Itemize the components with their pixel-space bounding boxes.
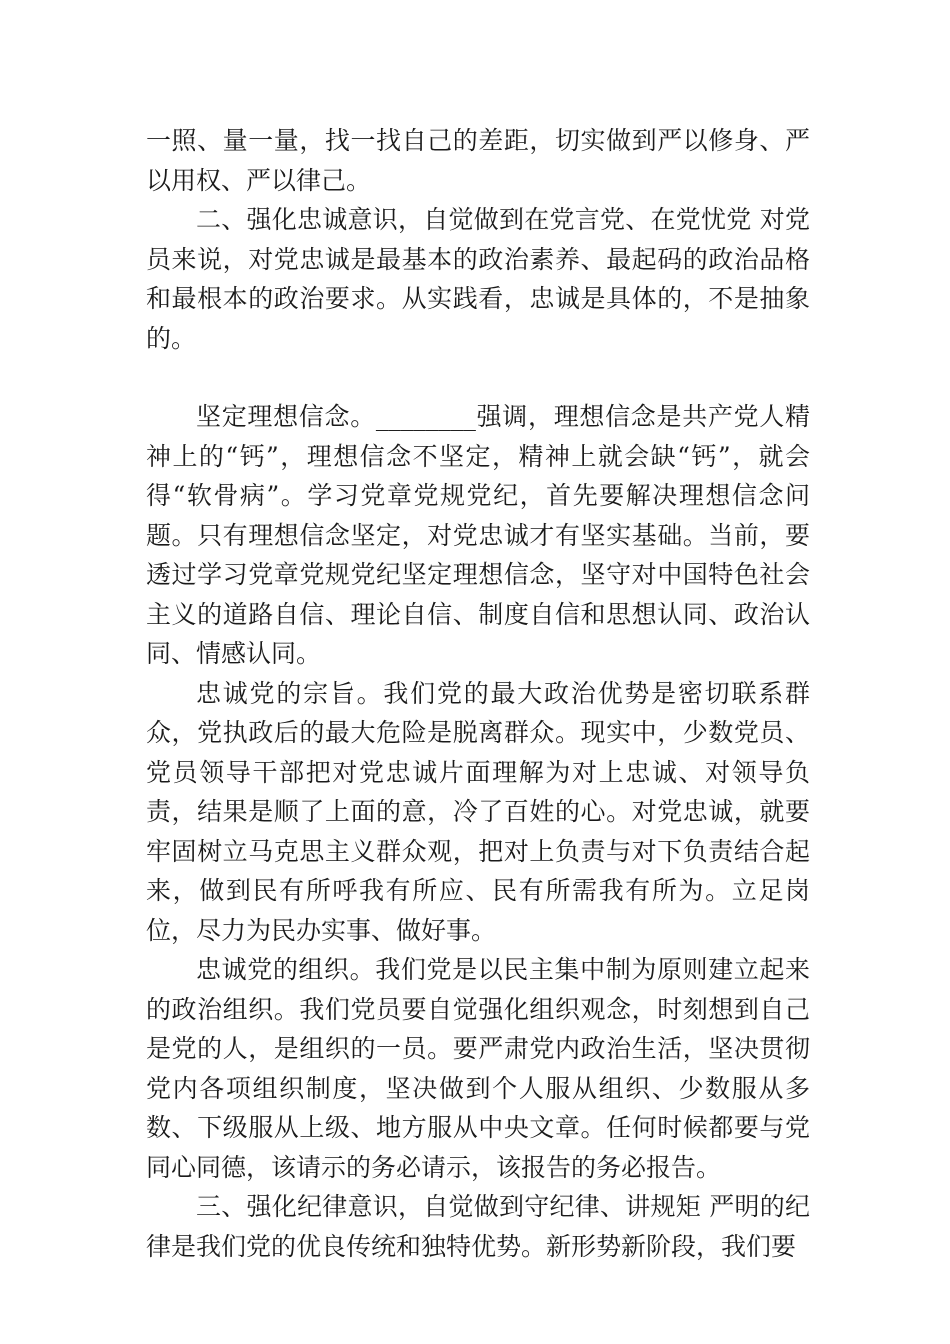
paragraph-party-purpose: 忠诚党的宗旨。我们党的最大政治优势是密切联系群众，党执政后的最大危险是脱离群众。现实中，少数党员、党员领导干部把对党忠诚片面理解为对上忠诚、对领导负责，结果是顺了上面的意，冷了百姓的心。对党忠诚，就要牢固树立马克思主义群众观，把对上负责与对下负责结合起来，做到民有所呼我有所应、民有所需我有所为。立足岗位，尽力为民办实事、做好事。 (146, 678, 810, 945)
paragraph-party-organization: 忠诚党的组织。我们党是以民主集中制为原则建立起来的政治组织。我们党员要自觉强化组织观念，时刻想到自己是党的人，是组织的一员。要严肃党内政治生活，坚决贯彻党内各项组织制度，坚决做到个人服从组织、少数服从多数、下级服从上级、地方服从中央文章。任何时候都要与党同心同德，该请示的务必请示，该报告的务必报告。 (146, 955, 810, 1182)
paragraph-continuation: 一照、量一量，找一找自己的差距，切实做到严以修身、严以用权、严以律己。 (146, 126, 810, 195)
paragraph-ideals-beliefs: 坚定理想信念。________强调，理想信念是共产党人精神上的“钙”，理想信念不坚定，精神上就会缺“钙”，就会得“软骨病”。学习党章党规党纪，首先要解决理想信念问题。只有理想信念坚定，对党忠诚才有坚实基础。当前，要透过学习党章党规党纪坚定理想信念，坚守对中国特色社会主义的道路自信、理论自信、制度自信和思想认同、政治认同、情感认同。 (146, 402, 810, 668)
document-body (146, 121, 810, 1266)
paragraph-section-two-heading: 二、强化忠诚意识，自觉做到在党言党、在党忧党 对党员来说，对党忠诚是最基本的政治素养、最起码的政治品格和最根本的政治要求。从实践看，忠诚是具体的，不是抽象的。 (146, 205, 810, 353)
paragraph-section-three-heading: 三、强化纪律意识，自觉做到守纪律、讲规矩 严明的纪律是我们党的优良传统和独特优势。新形势新阶段，我们要 (146, 1192, 810, 1261)
